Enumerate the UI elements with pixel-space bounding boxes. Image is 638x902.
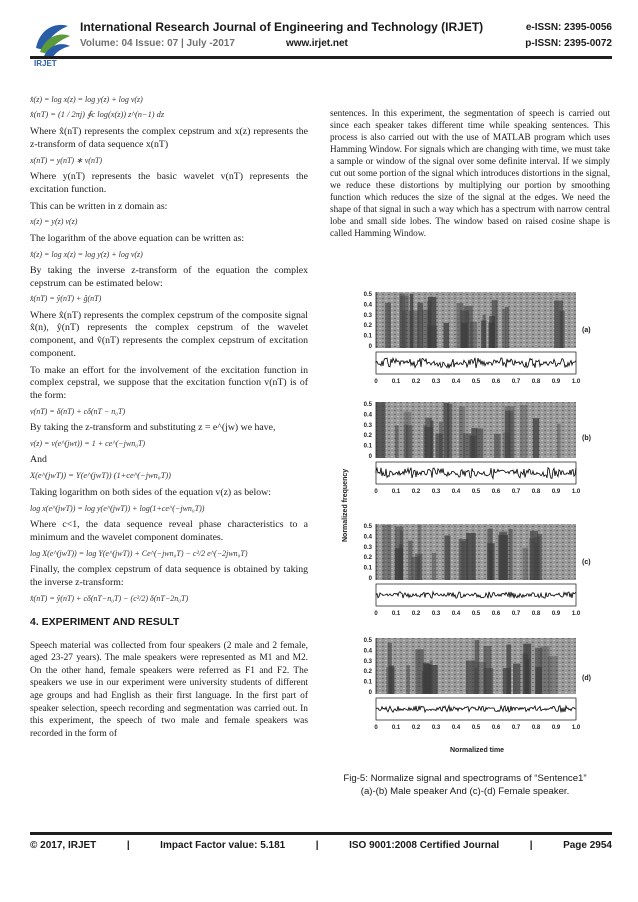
x-tick-label: 0.2	[411, 379, 421, 385]
spectrogram-band	[557, 424, 561, 458]
iso-certification: ISO 9001:2008 Certified Journal	[349, 840, 500, 851]
y-tick-label: 0.3	[363, 658, 372, 665]
spectrogram-band	[466, 533, 476, 580]
eissn: e-ISSN: 2395-0056	[525, 22, 612, 33]
x-tick-label: 1.0	[571, 611, 581, 617]
section-heading: 4. EXPERIMENT AND RESULT	[30, 615, 180, 628]
equation-1: x̂(z) = log x(z) = log y(z) + log v(z)	[30, 95, 143, 104]
panel-tag-c: (c)	[582, 559, 591, 566]
spectrogram-band	[385, 303, 391, 348]
spectrogram-band	[535, 648, 542, 694]
paragraph: Where x̂(nT) represents the complex cepstrum of the composite signal x̂(n), ŷ(nT) represents the complex cepstrum of the wavelet component, and v̂(nT) represents the complex cepstrum of excitation component.	[30, 309, 308, 359]
footer-separator: |	[529, 840, 533, 851]
x-tick-label: 0.1	[391, 379, 401, 385]
y-tick-label: 0.1	[363, 333, 372, 340]
spectrogram-band	[415, 649, 423, 694]
x-tick-label: 0.7	[511, 379, 521, 385]
panel-tag-a: (a)	[582, 327, 591, 334]
paragraph: Finally, the complex cepstrum of data sequence is obtained by taking the inverse z-transform:	[30, 564, 308, 588]
x-tick-label: 0.3	[431, 725, 441, 731]
spectrogram-band	[409, 311, 419, 348]
x-tick-label: 0.1	[391, 725, 401, 731]
x-tick-label: 0.2	[411, 725, 421, 731]
x-tick-label: 1.0	[571, 489, 581, 495]
x-tick-label: 0.3	[431, 379, 441, 385]
paragraph: Where y(nT) represents the basic wavelet v(nT) represents the excitation function.	[30, 171, 308, 195]
spectrogram-band	[523, 644, 531, 694]
equation-3: x(nT) = y(nT) ∗ v(nT)	[30, 155, 103, 165]
spectrogram-band	[461, 541, 465, 580]
spectrogram-panel	[364, 524, 581, 617]
paragraph: By taking the z-transform and substituting z = e^(jw) we have,	[30, 422, 276, 434]
spectrogram-band	[484, 646, 492, 694]
page-number: Page 2954	[563, 840, 612, 851]
y-tick-label: 0.4	[363, 648, 372, 655]
x-tick-label: 0.8	[531, 725, 541, 731]
paragraph: Speech material was collected from four speakers (2 male and 2 female, aged 23-27 years). The male speakers were represented as M1 and M2. On the other hand, female speakers were referred as F1 and F2. The speakers we use in our experiment were university students of different age groups and had English as their first language. In the first part of speaker selection, speech recording and segmentation was carried out. In this experiment, the speech of two male and female speakers was recorded in the form of	[30, 640, 308, 739]
paragraph: The logarithm of the above equation can be written as:	[30, 232, 245, 244]
y-tick-label: 0.4	[363, 302, 372, 309]
caption-line-1: Normalize signal and spectrograms of “Sentence1”	[367, 773, 587, 784]
spectrogram-band	[432, 553, 436, 580]
y-tick-label: 0	[368, 344, 372, 350]
y-tick-label: 0	[368, 454, 372, 460]
y-tick-label: 0.5	[363, 402, 372, 408]
x-tick-label: 0.8	[531, 379, 541, 385]
x-tick-label: 0.5	[471, 611, 481, 617]
figure-5	[340, 282, 600, 762]
x-tick-label: 0.3	[431, 489, 441, 495]
x-tick-label: 0.4	[451, 725, 461, 731]
footer-separator: |	[126, 840, 130, 851]
y-tick-label: 0.5	[363, 638, 372, 644]
spectrogram-band	[499, 532, 507, 580]
spectrogram-band	[447, 404, 452, 458]
y-tick-label: 0.3	[363, 544, 372, 551]
paragraph: Where c<1, the data sequence reveal phase characteristics to a minimum and the wavelet component dominates.	[30, 519, 308, 543]
spectrogram-band	[483, 315, 486, 348]
spectrogram-band	[412, 557, 420, 580]
spectrogram-band	[509, 411, 513, 458]
equation-10: log x(e^(jwT)) = log y(e^(jwT)) + log(1+ce^(−jwn₀T))	[30, 503, 205, 513]
x-tick-label: 0.6	[491, 611, 501, 617]
paragraph: To make an effort for the involvement of the excitation function in complex cepstral, we suppose that the excitation function v(nT) is of the form:	[30, 364, 308, 402]
x-tick-label: 0.9	[551, 611, 561, 617]
x-tick-label: 0.7	[511, 725, 521, 731]
volume-info: Volume: 04 Issue: 07 | July -2017	[80, 38, 235, 49]
spectrogram-panel	[364, 292, 581, 385]
pissn: p-ISSN: 2395-0072	[525, 38, 612, 49]
equation-12: x̂(nT) = ŷ(nT) + cδ(nT−n₀T) − (c²/2) δ(nT−2n₀T)	[30, 593, 189, 603]
caption-line-2: (a)-(b) Male speaker And (c)-(d) Female speaker.	[360, 785, 570, 797]
spectrogram-band	[445, 536, 451, 581]
paragraph: This can be written in z domain as:	[30, 200, 168, 212]
header-rule	[30, 56, 612, 59]
spectrogram-band	[489, 323, 495, 348]
spectrogram-area	[376, 524, 576, 580]
spectrogram-band	[444, 323, 450, 348]
spectrogram-band	[383, 525, 392, 580]
impact-factor: Impact Factor value: 5.181	[160, 840, 286, 851]
y-tick-label: 0.3	[363, 312, 372, 319]
logo-text: IRJET	[34, 59, 57, 68]
y-tick-label: 0.2	[363, 433, 372, 440]
y-tick-label: 0	[368, 576, 372, 582]
spectrogram-band	[424, 664, 432, 694]
spectrogram-band	[395, 425, 399, 458]
spectrogram-band	[427, 325, 437, 348]
x-tick-label: 0	[374, 725, 378, 731]
x-tick-label: 0.2	[411, 611, 421, 617]
x-tick-label: 1.0	[571, 725, 581, 731]
spectrogram-band	[417, 303, 423, 348]
y-tick-label: 0.2	[363, 669, 372, 676]
footer-rule	[30, 832, 612, 835]
equation-6: x̂(nT) = ŷ(nT) + ĝ(nT)	[30, 294, 102, 304]
equation-2: x̂(nT) = (1 / 2πj) ∮c log(x(z)) z^(n−1) dz	[30, 110, 165, 120]
x-tick-label: 0.1	[391, 611, 401, 617]
y-tick-label: 0.4	[363, 412, 372, 419]
x-tick-label: 0.9	[551, 725, 561, 731]
irjet-logo	[30, 18, 74, 68]
x-tick-label: 0.6	[491, 379, 501, 385]
spectrogram-band	[377, 402, 386, 458]
panel-tag-d: (d)	[582, 675, 591, 682]
spectrogram-band	[463, 433, 471, 458]
y-tick-label: 0.1	[363, 443, 372, 450]
x-tick-label: 0.5	[471, 725, 481, 731]
copyright: © 2017, IRJET	[30, 840, 97, 851]
caption-label: Fig-5:	[343, 773, 368, 784]
spectrogram-band	[554, 301, 563, 349]
x-axis-label: Normalized time	[450, 747, 505, 754]
x-tick-label: 0.1	[391, 489, 401, 495]
equation-7: v(nT) = δ(nT) + cδ(nT − n₀T)	[30, 406, 126, 416]
y-tick-label: 0.4	[363, 534, 372, 541]
website-link[interactable]: www.irjet.net	[286, 38, 348, 49]
x-tick-label: 1.0	[571, 379, 581, 385]
equation-5: x̂(z) = log x(z) = log y(z) + log v(z)	[30, 249, 143, 259]
paragraph: Where x̂(nT) represents the complex cepstrum and x(z) represents the z-transform of data sequence x(nT)	[30, 126, 308, 151]
spectrogram-band	[386, 667, 395, 694]
y-axis-label: Normalized frequency	[342, 468, 349, 542]
spectrogram-band	[404, 425, 408, 459]
paragraph: And	[30, 454, 47, 466]
equation-8: v(z) = v(e^(jwt)) = 1 + ce^(−jwn₀T)	[30, 439, 146, 449]
y-tick-label: 0.1	[363, 565, 372, 572]
spectrogram-band	[487, 529, 492, 580]
paragraph: By taking the inverse z-transform of the equation the complex cepstrum can be estimated below:	[30, 264, 308, 289]
spectrogram-band	[505, 307, 509, 348]
equation-4: x(z) = y(z) v(z)	[30, 217, 78, 227]
x-tick-label: 0.5	[471, 379, 481, 385]
spectrogram-band	[503, 668, 511, 694]
spectrogram-band	[474, 668, 478, 694]
x-tick-label: 0.6	[491, 489, 501, 495]
x-tick-label: 0.3	[431, 611, 441, 617]
spectrogram-band	[400, 531, 403, 580]
spectrogram-band	[406, 665, 410, 694]
x-tick-label: 0.7	[511, 611, 521, 617]
figure-caption	[330, 773, 600, 799]
footer	[30, 840, 612, 851]
equation-9: X(e^(jwT)) = Y(e^(jwT)) (1+ce^(−jwn₀T))	[30, 471, 171, 481]
y-tick-label: 0.2	[363, 555, 372, 562]
spectrogram-panel	[364, 638, 581, 731]
left-column	[30, 92, 308, 740]
spectrogram-band	[523, 548, 529, 580]
x-tick-label: 0.7	[511, 489, 521, 495]
y-tick-label: 0.5	[363, 292, 372, 298]
spectrogram-band	[471, 428, 477, 458]
spectrogram-figure	[340, 282, 600, 762]
logo-graphic	[36, 25, 70, 58]
spectrogram-band	[513, 664, 520, 694]
x-tick-label: 0.2	[411, 489, 421, 495]
y-tick-label: 0.2	[363, 323, 372, 330]
spectrogram-band	[533, 418, 539, 458]
x-tick-label: 0	[374, 489, 378, 495]
journal-title: International Research Journal of Engineering and Technology (IRJET)	[80, 20, 484, 34]
x-tick-label: 0.4	[451, 611, 461, 617]
spectrogram-band	[466, 661, 476, 695]
x-tick-label: 0.4	[451, 489, 461, 495]
x-tick-label: 0.9	[551, 489, 561, 495]
x-tick-label: 0	[374, 611, 378, 617]
spectrogram-band	[520, 405, 527, 458]
paragraph: sentences. In this experiment, the segmentation of speech is carried out since each speaker takes different time while speaking sentences. This process is also carried out with the use of MATLAB program which uses Hamming Window. For signals which are changing with time, we must take a sample or window of the signal over some definite interval. If we simply cut out some portion of the signal which introduces distortions in the signal, we reduce these distortions by multiplying our portion by smoothing function which reduces the size of the signal at the edges. We need the shape of that signal in such a way which has a spectrum with narrow central lobe and small side lobes. The window based on raised cosine shape is called Hamming Window.	[330, 108, 610, 238]
y-tick-label: 0	[368, 690, 372, 696]
panel-tag-b: (b)	[582, 435, 591, 442]
spectrogram-band	[400, 296, 409, 349]
x-tick-label: 0.5	[471, 489, 481, 495]
x-tick-label: 0.6	[491, 725, 501, 731]
x-tick-label: 0	[374, 379, 378, 385]
x-tick-label: 0.8	[531, 611, 541, 617]
right-column	[330, 108, 610, 239]
paragraph: Taking logarithm on both sides of the equation v(z) as below:	[30, 487, 271, 499]
spectrogram-band	[509, 529, 513, 580]
equation-11: log X(e^(jwT)) = log Y(e^(jwT)) + Ce^(−jwn₀T) − c²/2 e^(−2jwn₀T)	[30, 548, 248, 558]
x-tick-label: 0.9	[551, 379, 561, 385]
spectrogram-band	[464, 306, 473, 348]
spectrogram-band	[439, 422, 443, 458]
x-tick-label: 0.4	[451, 379, 461, 385]
spectrogram-band	[431, 421, 434, 459]
y-tick-label: 0.5	[363, 524, 372, 530]
y-tick-label: 0.1	[363, 679, 372, 686]
spectrogram-band	[494, 434, 501, 458]
spectrogram-panel	[364, 402, 581, 495]
footer-separator: |	[315, 840, 319, 851]
y-tick-label: 0.3	[363, 422, 372, 429]
spectrogram-band	[534, 537, 540, 580]
x-tick-label: 0.8	[531, 489, 541, 495]
spectrogram-band	[476, 428, 483, 458]
